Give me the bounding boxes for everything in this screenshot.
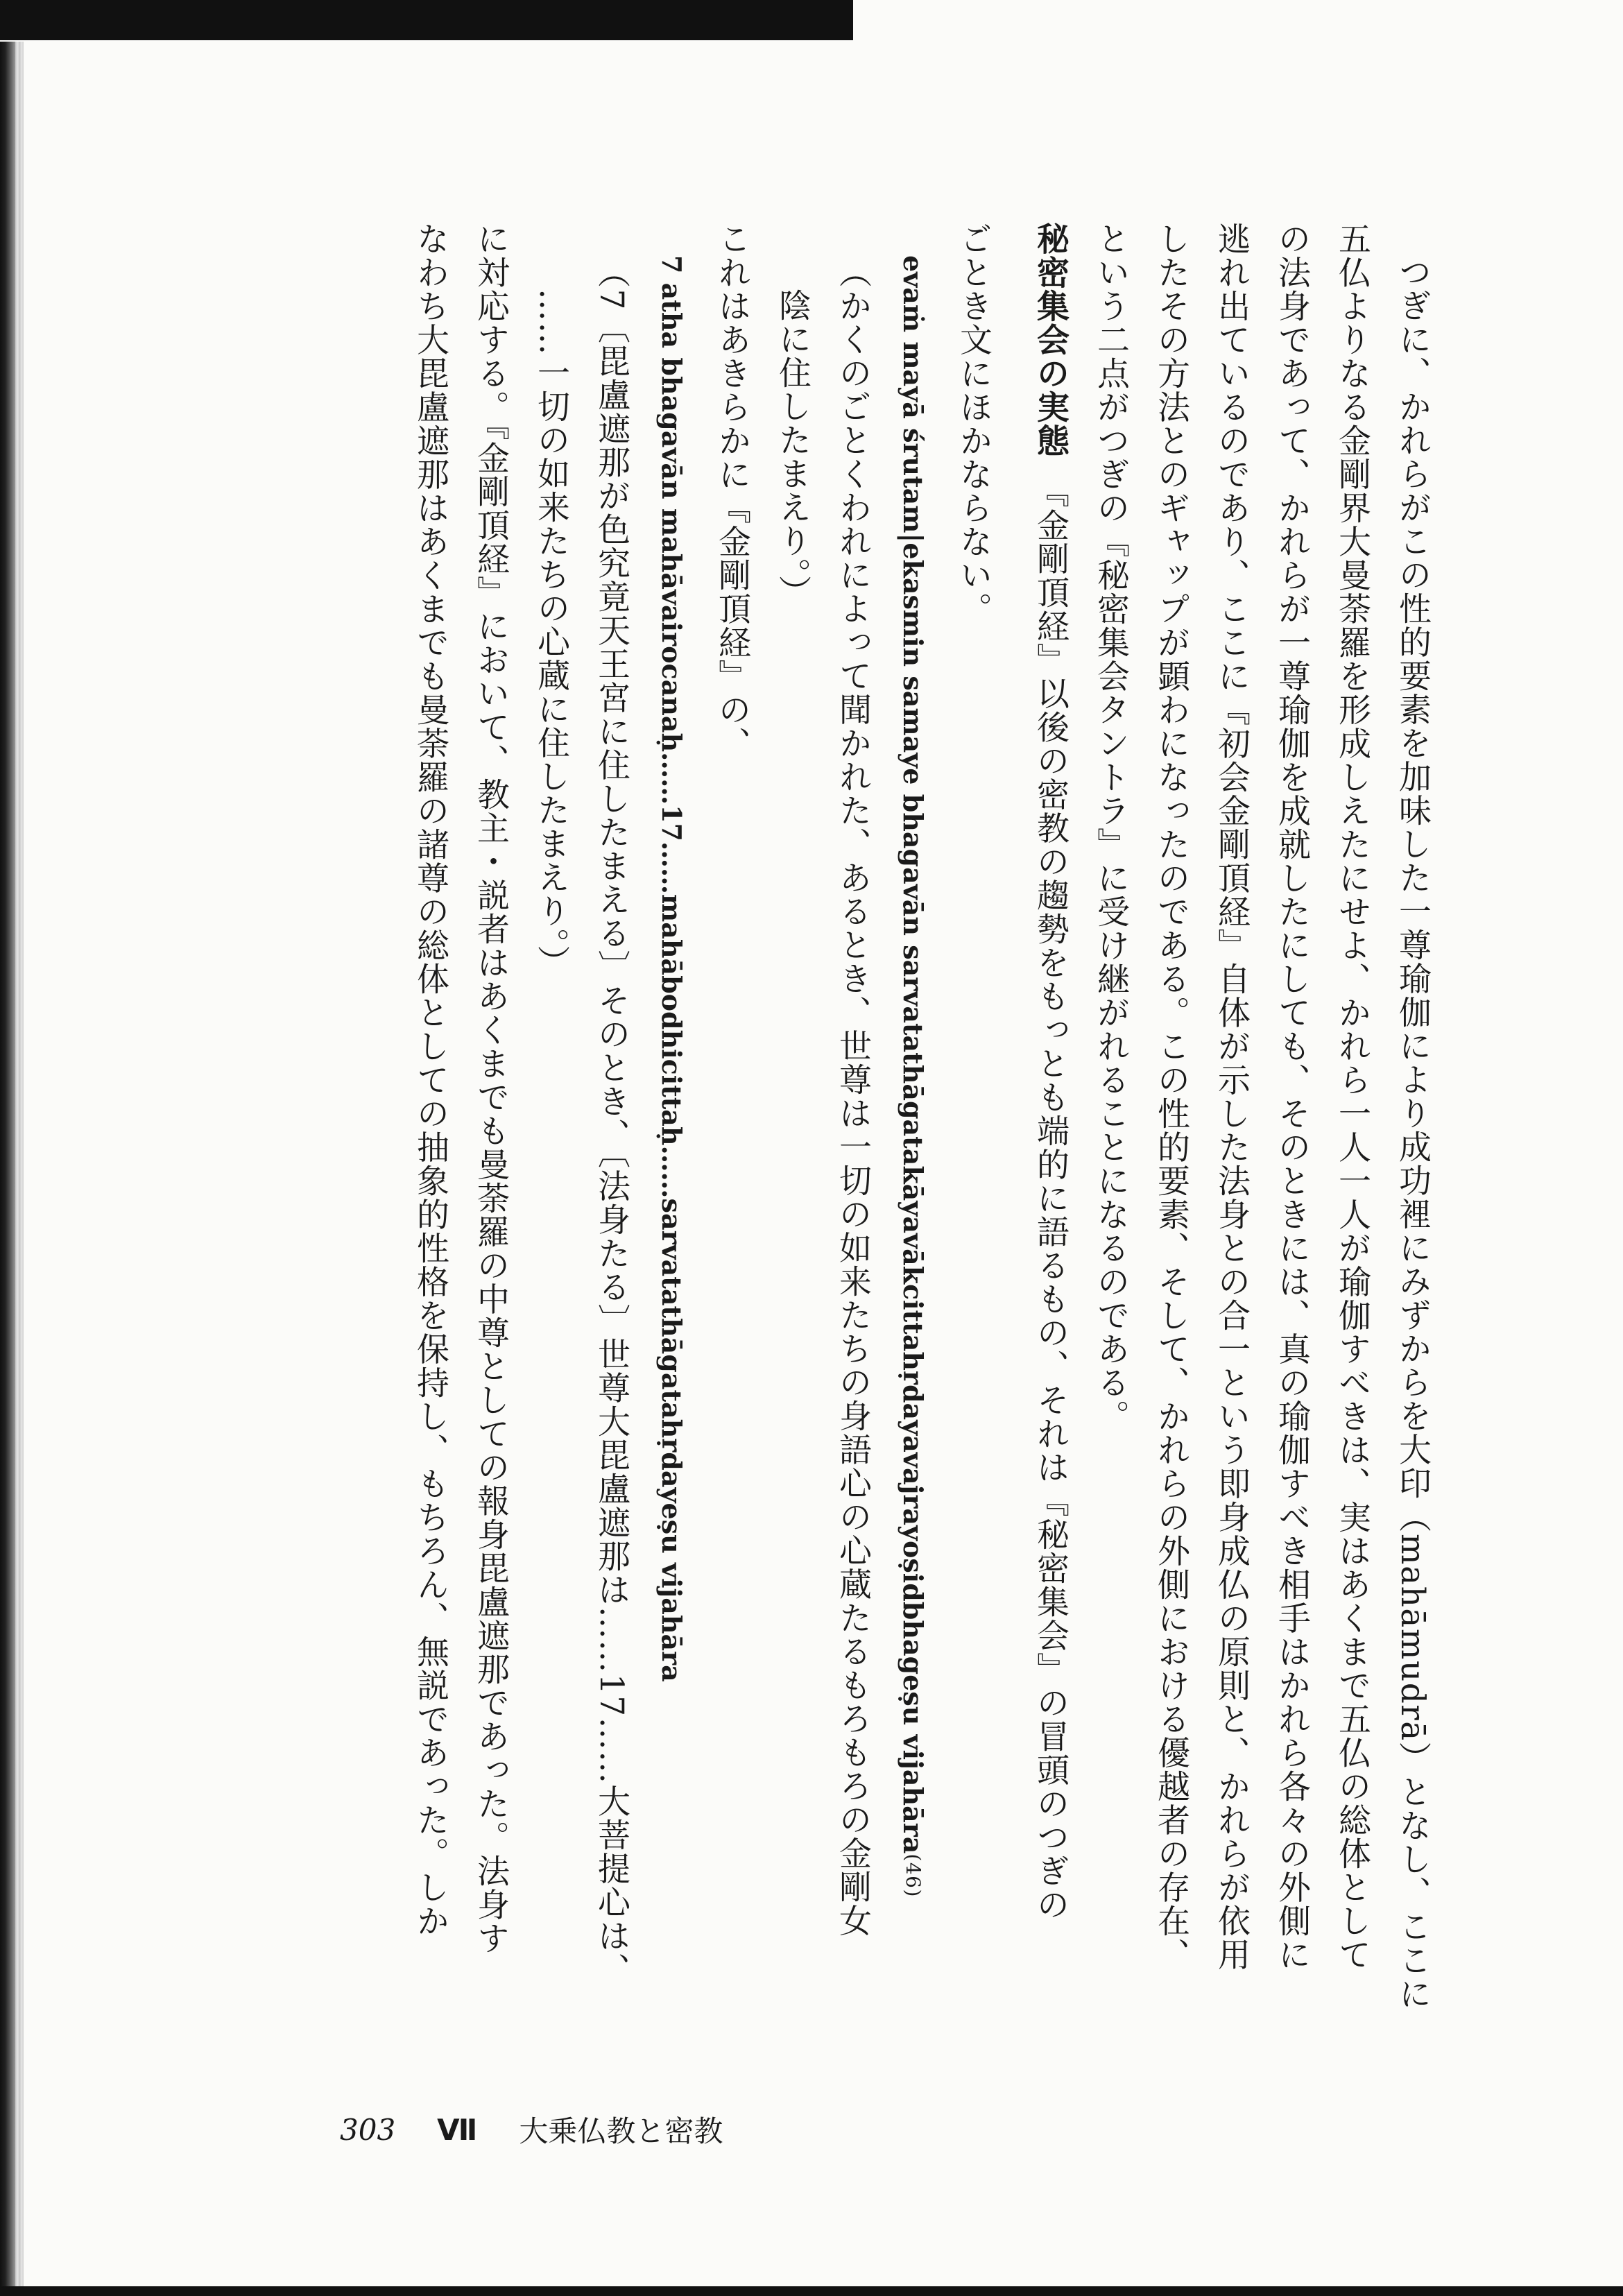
scan-page-edges	[15, 42, 24, 2296]
section-heading-continuation: 『金剛頂経』以後の密教の趨勢をもっとも端的に語るもの、それは『秘密集会』の冒頭のつぎの	[1031, 491, 1070, 1921]
translation-line: 陰に住したまえり。）	[773, 289, 812, 609]
vertical-body-text	[236, 222, 1443, 2095]
sanskrit-quote-line	[883, 222, 943, 2095]
paragraph-line: の法身であって、かれらが一尊瑜伽を成就したにしても、そのときには、真の瑜伽すべき相手はかれら各々の外側に	[1273, 222, 1311, 1971]
paragraph-line: ごとき文にほかならない。	[954, 222, 993, 626]
scan-top-edge	[0, 0, 853, 40]
paragraph-line: したその方法とのギャップが顕わになったのである。この性的要素、そして、かれらの外側における優越者の存在、	[1152, 222, 1190, 1971]
paragraph-line: これはあきらかに『金剛頂経』の、	[713, 222, 751, 760]
translation-line: （7〔毘盧遮那が色究竟天王宮に住したまえる〕そのとき、〔法身たる〕世尊大毘盧遮那は……17……大菩提心は、	[592, 255, 630, 1987]
paragraph-line: 逃れ出ているのであり、ここに『初会金剛頂経』自体が示した法身との合一という即身成仏の原則と、かれらが依用	[1212, 222, 1251, 1971]
section-heading: 秘密集会の実態	[1031, 222, 1070, 458]
page-number: 303	[340, 2112, 396, 2147]
sanskrit-quote: evaṁ mayā śrutam|ekasmin samaye bhagavān sarvatathāgatakāyavākcittahṛdayavajrayoṣidbhageṣu vijahāra	[898, 255, 929, 1854]
paragraph-line: という二点がつぎの『秘密集会タントラ』に受け継がれることになるのである。	[1092, 222, 1130, 1433]
paragraph-line: 五仏よりなる金剛界大曼荼羅を形成しえたにせよ、かれら一人一人が瑜伽すべきは、実はあくまで五仏の総体として	[1333, 222, 1371, 1971]
page-footer	[340, 2109, 723, 2150]
translation-line: ……一切の如来たちの心蔵に住したまえり。）	[532, 289, 570, 979]
sanskrit-quote: 7 atha bhagavān mahāvairocanaḥ……17……mahābodhicittaḥ……sarvatathāgatahṛdayeṣu vijahāra	[656, 255, 687, 1682]
paragraph-line: に対応する。『金剛頂経』において、教主・説者はあくまでも曼荼羅の中尊としての報身毘盧遮那であった。法身す	[472, 222, 510, 1955]
scan-binding-shadow	[0, 42, 15, 2296]
translation-line: （かくのごとくわれによって聞かれた、あるとき、世尊は一切の如来たちの身語心の心蔵たるもろもろの金剛女	[834, 255, 872, 1937]
section-heading-line	[1020, 222, 1081, 2095]
chapter-title: 大乗仏教と密教	[519, 2114, 723, 2148]
scan-bottom-edge	[0, 2286, 1623, 2296]
paragraph-line: なわち大毘盧遮那はあくまでも曼荼羅の諸尊の総体としての抽象的性格を保持し、もちろん、無説であった。しか	[411, 222, 449, 1938]
note-marker: (46)	[902, 1853, 925, 1898]
paragraph-line: つぎに、かれらがこの性的要素を加味した一尊瑜伽により成功裡にみずからを大印（mahāmudrā）となし、ここに	[1393, 255, 1432, 2011]
chapter-numeral: Ⅶ	[437, 2112, 478, 2147]
sanskrit-quote-line	[642, 222, 702, 2095]
